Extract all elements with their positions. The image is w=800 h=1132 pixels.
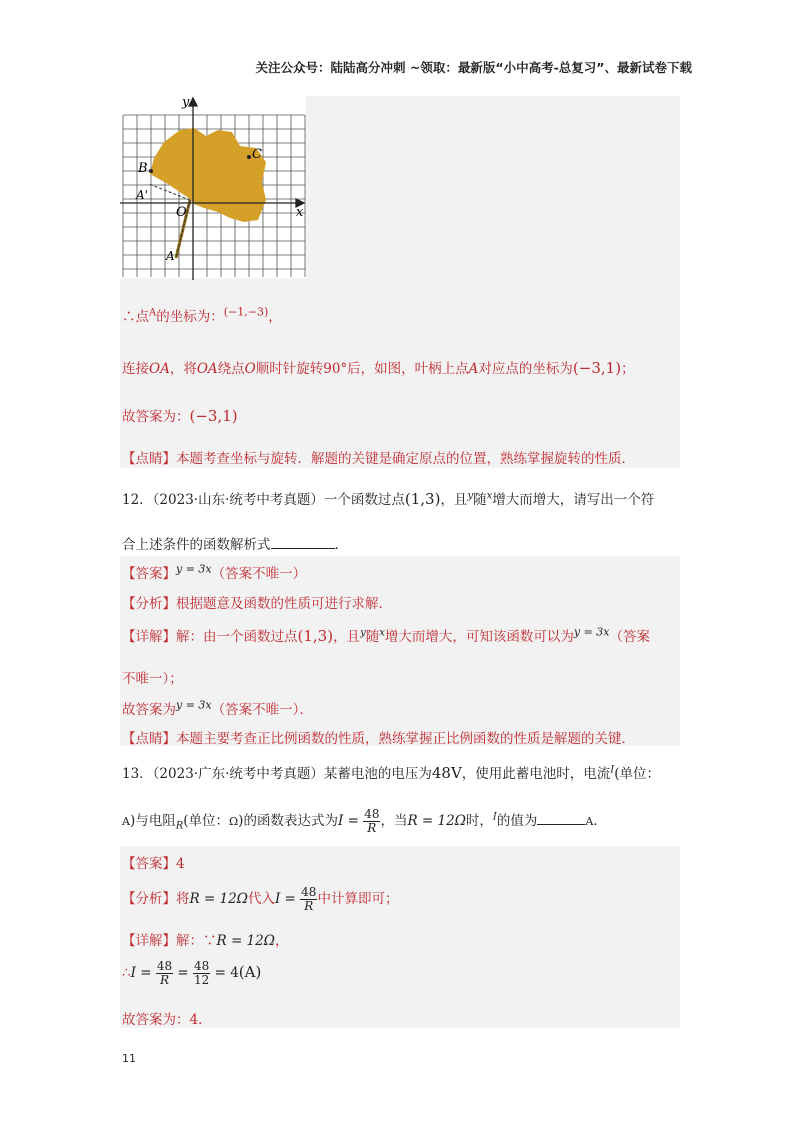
q12-stem-line2: 合上述条件的函数解析式 ． (122, 537, 348, 553)
q11-line2: 连接OA，将OA绕点O顺时针旋转90°后，如图，叶柄上点A对应点的坐标为(−3,1)； (122, 359, 635, 377)
q11-line3: 故答案为：(−3,1) (122, 407, 238, 425)
q12-detail-line1: 【详解】解：由一个函数过点(1,3)，且$^y$随$^x$增大而增大，可知该函数可以为$^{y = 3x}$（答案 (122, 625, 650, 645)
page-header: 关注公众号：陆陆高分冲刺 ~领取：最新版“小中高考-总复习”、最新试卷下载 (255, 60, 692, 75)
q13-detail: 【详解】解：∵R = 12Ω， (122, 933, 289, 949)
q13-final: 故答案为：4． (122, 1012, 212, 1028)
point-b-label: B (138, 161, 148, 176)
q12-comment: 【点睛】本题主要考查正比例函数的性质，熟练掌握正比例函数的性质是解题的关键． (122, 731, 635, 747)
q13-answer: 【答案】4 (122, 856, 185, 872)
q13-stem-line2: A)与电阻$_R$(单位：Ω)的函数表达式为I = $\frac{48}{R}$ ，当R = 12Ω时，$^I$的值为 A． (122, 807, 607, 835)
fraction-48-over-r: $\frac{48}{R}$ (301, 885, 317, 913)
q12-answer: 【答案】$^{y = 3x}$（答案不唯一） (122, 562, 307, 582)
q12-final: 故答案为$^{y = 3x}$（答案不唯一）． (122, 698, 313, 718)
x-axis-label: x (296, 205, 304, 220)
q12-detail-line2: 不唯一）； (122, 671, 183, 687)
q12-analysis: 【分析】根据题意及函数的性质可进行求解． (122, 596, 392, 612)
page-number: 11 (122, 1052, 136, 1065)
fraction-48-over-r: $\frac{48}{R}$ (364, 807, 380, 835)
point-a-prime-label: A' (136, 188, 148, 202)
q12-stem-line1: 12．（2023·山东·统考中考真题）一个函数过点(1,3)，且$^y$随$^x$增大而增大，请写出一个符 (122, 490, 655, 508)
answer-blank (537, 812, 585, 825)
point-c-label: C (252, 147, 262, 162)
y-axis-label: y (182, 95, 190, 110)
fraction-48-over-12: $\frac{48}{12}$ (194, 959, 210, 987)
point-a-label: A (166, 249, 175, 263)
q13-stem-line1: 13．（2023·广东·统考中考真题）某蓄电池的电压为48V，使用此蓄电池时，电流$^I$(单位： (122, 764, 661, 782)
answer-blank (271, 536, 335, 549)
q11-line1: ∴点$^A$的坐标为：$^{(-1,-3)}$， (122, 305, 282, 325)
q13-calculation: ∴I = $\frac{48}{R}$ = $\frac{48}{12}$ = 4(A) (122, 959, 262, 987)
fraction-48-over-r: $\frac{48}{R}$ (156, 959, 173, 987)
origin-label: O (176, 205, 187, 220)
q11-comment: 【点睛】本题考查坐标与旋转．解题的关键是确定原点的位置，熟练掌握旋转的性质． (122, 451, 635, 467)
q13-analysis: 【分析】将R = 12Ω代入I = $\frac{48}{R}$ 中计算即可； (122, 885, 399, 913)
coordinate-figure (120, 92, 310, 282)
